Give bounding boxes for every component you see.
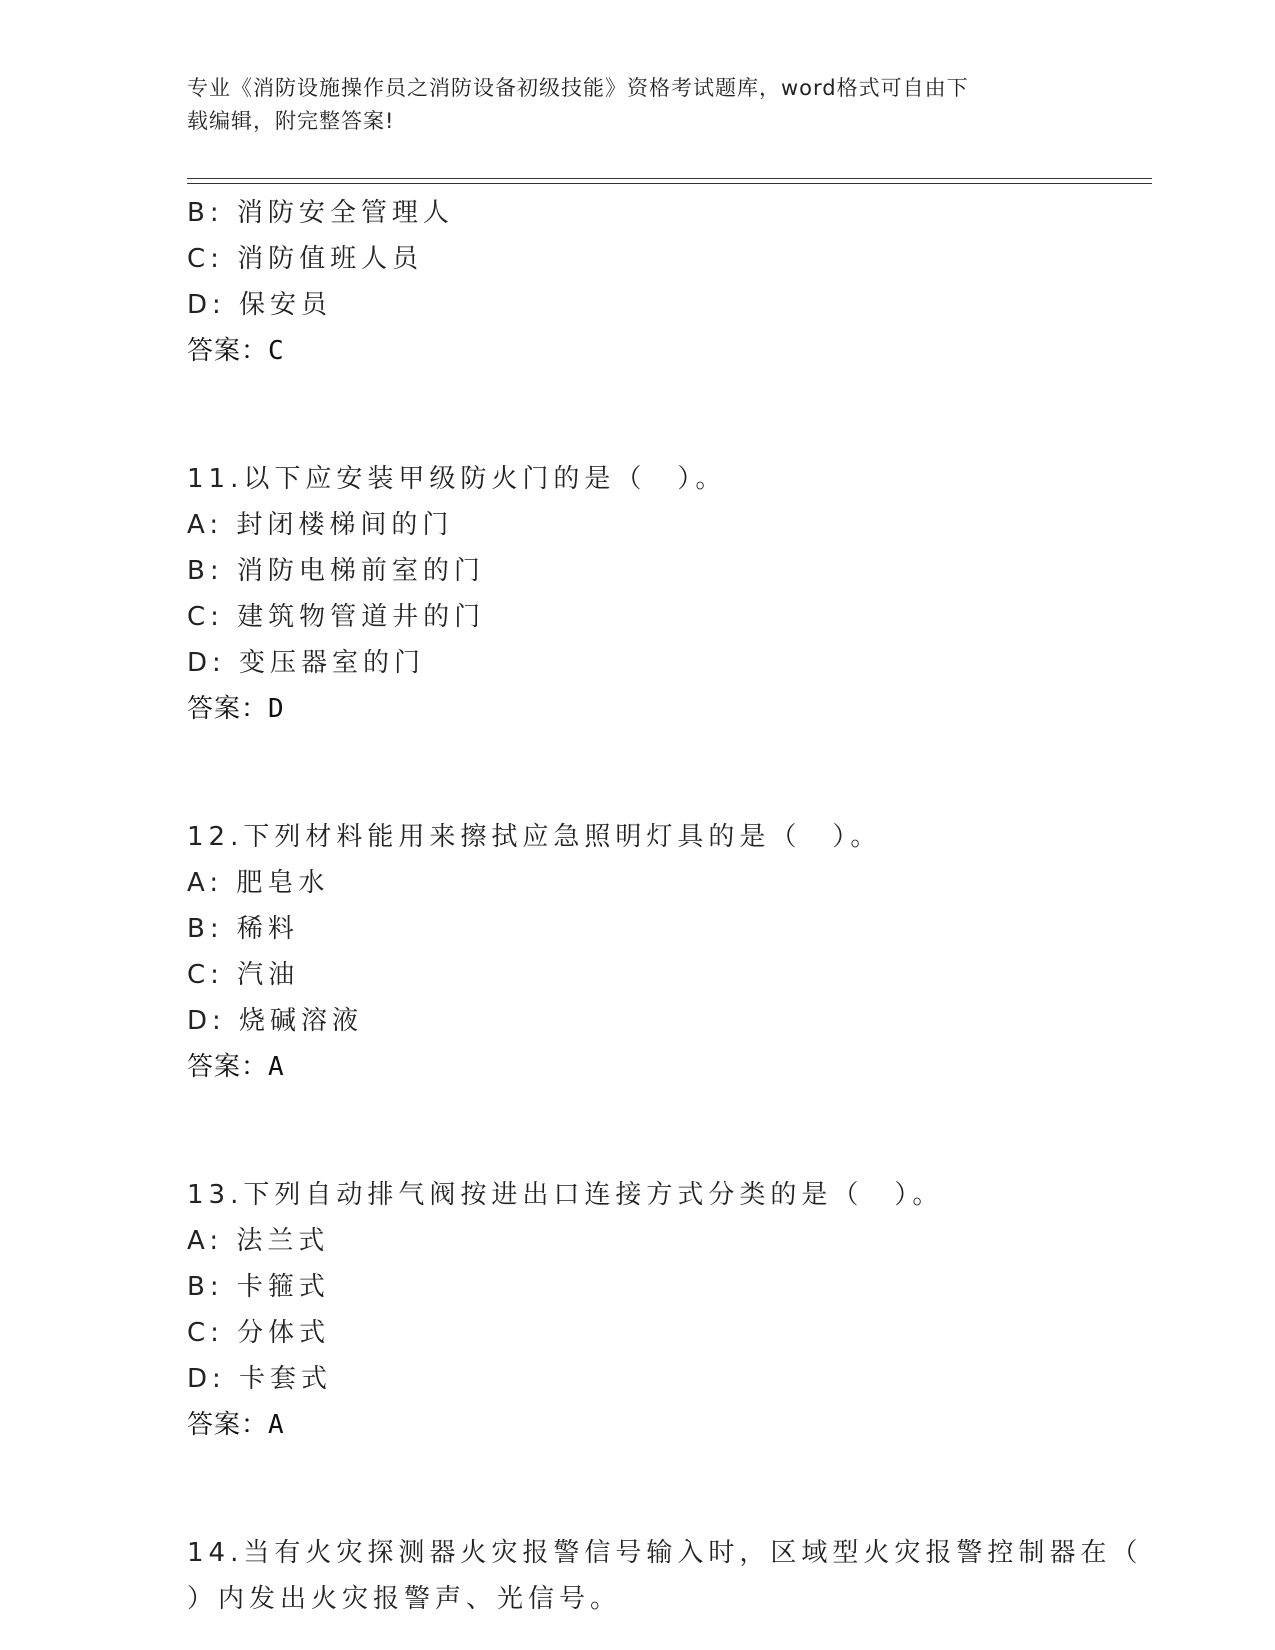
prev-question-block	[187, 190, 1127, 374]
option-c: C: 建筑物管道井的门	[187, 602, 486, 632]
question-block-12	[187, 814, 1127, 1090]
question-text-line-1: 14.当有火灾探测器火灾报警信号输入时，区域型火灾报警控制器在（	[187, 1538, 1143, 1568]
question-spacer	[187, 732, 1127, 814]
question-text: 12.下列材料能用来擦拭应急照明灯具的是（ ）。	[187, 822, 882, 852]
document-header	[187, 72, 1087, 138]
question-spacer	[187, 374, 1127, 456]
answer-line: 答案：C	[187, 336, 285, 366]
answer-line: 答案：D	[187, 694, 285, 724]
option-c: C: 分体式	[187, 1318, 331, 1348]
option-b: B: 卡箍式	[187, 1272, 330, 1302]
option-d: D: 保安员	[187, 290, 333, 320]
header-divider-top	[187, 178, 1152, 179]
question-text: 11.以下应安装甲级防火门的是（ ）。	[187, 464, 727, 494]
option-b: B: 稀料	[187, 914, 299, 944]
question-text: 13.下列自动排气阀按进出口连接方式分类的是（ ）。	[187, 1180, 944, 1210]
question-block-13	[187, 1172, 1127, 1448]
question-list	[187, 190, 1143, 1622]
question-block-14	[187, 1530, 1143, 1622]
question-spacer	[187, 1448, 1127, 1530]
option-a: A: 肥皂水	[187, 868, 330, 898]
question-text-line-2: ）内发出火灾报警声、光信号。	[187, 1584, 622, 1614]
option-a: A: 封闭楼梯间的门	[187, 510, 454, 540]
option-b: B: 消防安全管理人	[187, 198, 454, 228]
question-block-11	[187, 456, 1127, 732]
answer-line: 答案：A	[187, 1052, 285, 1082]
option-c: C: 消防值班人员	[187, 244, 424, 274]
option-b: B: 消防电梯前室的门	[187, 556, 485, 586]
header-line-2: 载编辑，附完整答案!	[187, 109, 395, 133]
option-d: D: 变压器室的门	[187, 648, 426, 678]
answer-line: 答案：A	[187, 1410, 285, 1440]
option-a: A: 法兰式	[187, 1226, 330, 1256]
question-spacer	[187, 1090, 1127, 1172]
option-d: D: 卡套式	[187, 1364, 333, 1394]
header-line-1: 专业《消防设施操作员之消防设备初级技能》资格考试题库，word格式可自由下	[187, 76, 969, 100]
option-d: D: 烧碱溶液	[187, 1006, 364, 1036]
header-divider-bottom	[187, 183, 1152, 184]
option-c: C: 汽油	[187, 960, 300, 990]
